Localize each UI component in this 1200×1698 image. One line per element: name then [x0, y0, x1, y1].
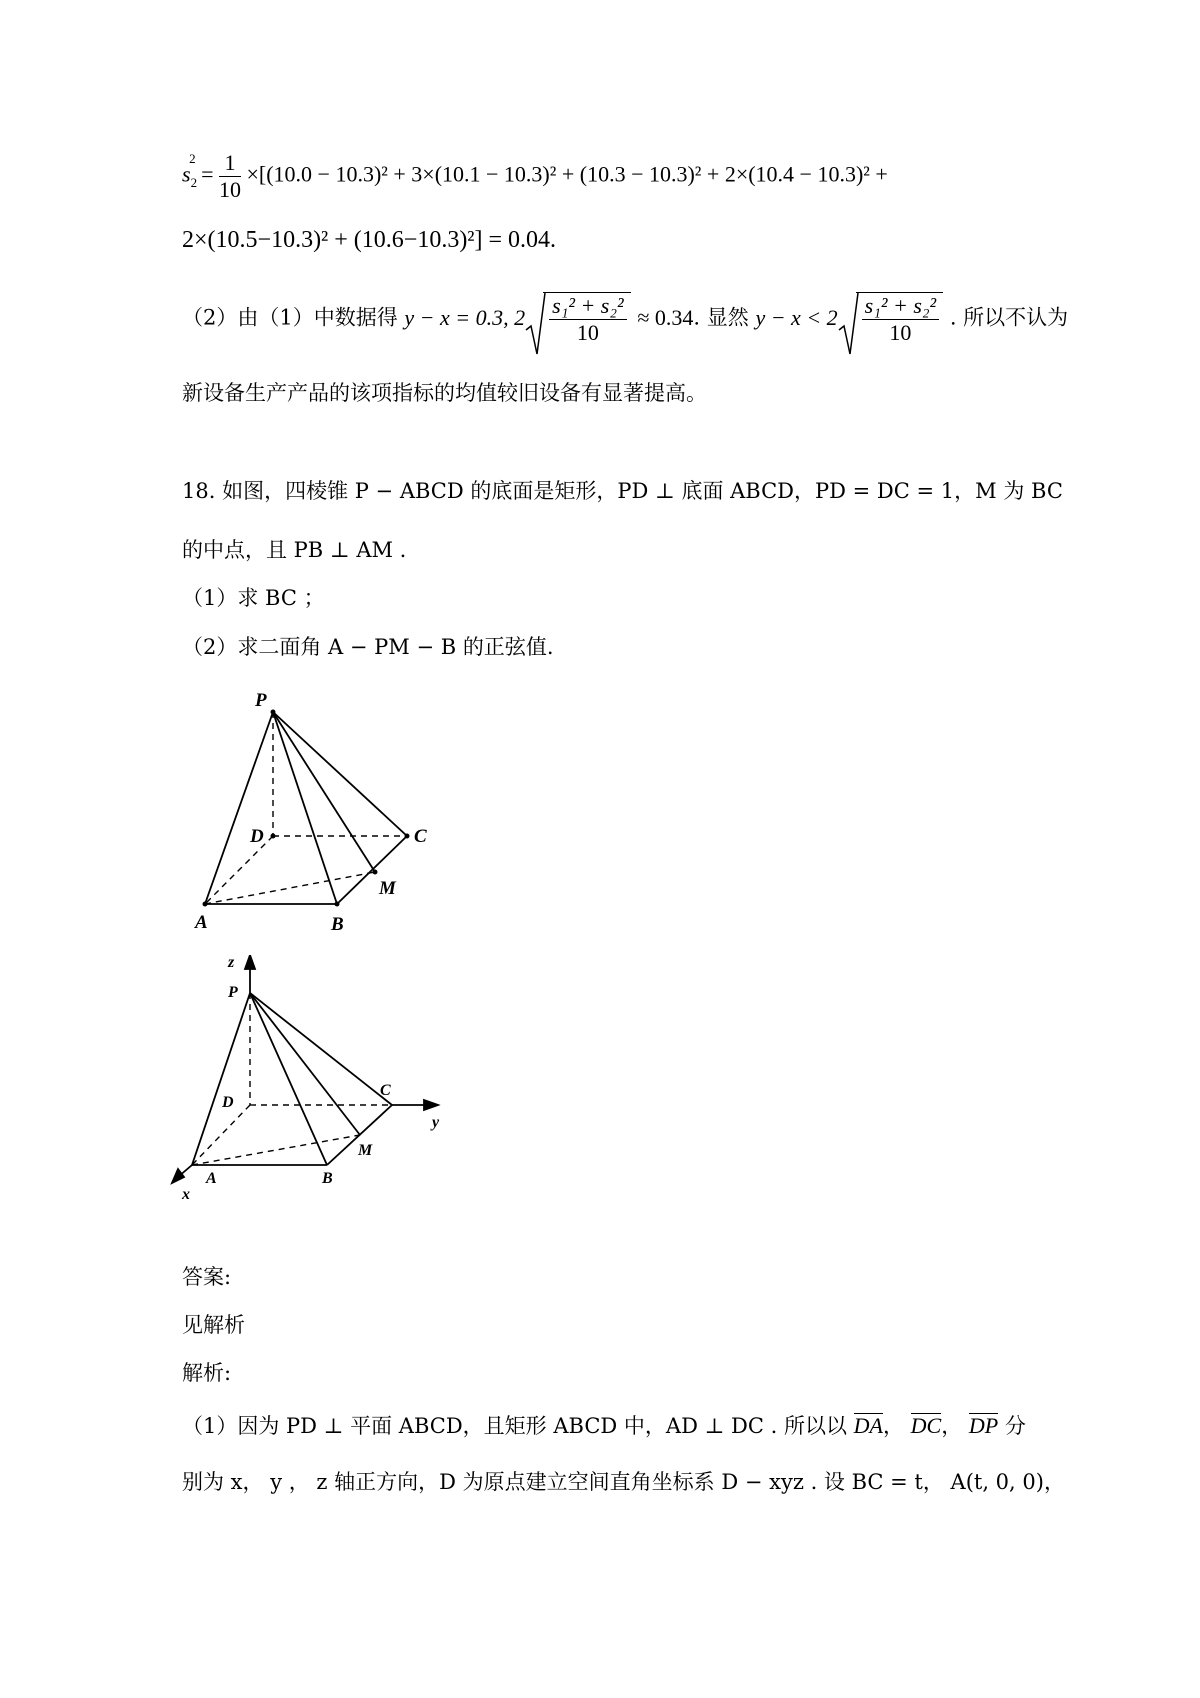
answer-text: 见解析 [182, 1313, 245, 1337]
variance-formula-line1: $s_2^2$ = $\frac{1}{10}$ ×[(10.0 − 10.3)² + 3×(10.1 − 10.3)² + (10.3 − 10.3)² + 2×(10.4 − 10.3)² + [182, 150, 888, 202]
fig1-label-B: B [331, 914, 344, 935]
analysis-line2: 别为 x， y ， z 轴正方向，D 为原点建立空间直角坐标系 D − xyz . 设 BC = t， A(t, 0, 0)， [182, 1470, 1065, 1494]
fig1-label-P: P [255, 690, 267, 711]
fig1-label-M: M [379, 878, 396, 899]
s2-symbol: s [182, 161, 191, 187]
q18-sub2: （2）求二面角 A − PM − B 的正弦值. [182, 635, 554, 659]
variance-terms: ×[(10.0 − 10.3)² + 3×(10.1 − 10.3)² + (10.3 − 10.3)² + 2×(10.4 − 10.3)² + [246, 161, 888, 187]
mean-difference-expr: y − x = 0.3, 2 [404, 305, 526, 330]
fig2-label-z: z [228, 955, 235, 971]
fig2-label-C: C [380, 1082, 391, 1099]
vector-DP: DP [968, 1413, 999, 1438]
q18-sub1: （1）求 BC ； [182, 586, 325, 610]
sqrt-expr-1 [525, 292, 630, 344]
fig2-label-B: B [322, 1170, 333, 1187]
analysis-label: 解析: [182, 1361, 232, 1385]
fig1-label-A: A [195, 912, 208, 933]
fig2-label-D: D [222, 1094, 234, 1111]
fig1-label-C: C [414, 826, 427, 847]
vector-DC: DC [910, 1413, 942, 1438]
pyramid-figure-1 [185, 690, 445, 940]
frac-denominator: 10 [218, 177, 241, 202]
equals-sign: = [201, 161, 219, 187]
fig2-label-M: M [358, 1142, 373, 1159]
sqrt-expr-2: $\frac{\text{s₁² + s₂²}}{10}$ [838, 292, 943, 344]
analysis-line1-end: 分 [1004, 1414, 1026, 1438]
sqrt-denominator: 10 [576, 320, 599, 345]
part2-mid: . 显然 [693, 305, 749, 330]
fig1-label-D: D [250, 826, 264, 847]
q18-line1: 18. 如图，四棱锥 P − ABCD 的底面是矩形，PD ⊥ 底面 ABCD，PD = DC = 1，M 为 BC [182, 479, 1063, 503]
approx-value: ≈ 0.34 [637, 305, 694, 330]
fig2-label-x: x [182, 1186, 190, 1203]
analysis-line1: （1）因为 PD ⊥ 平面 ABCD，且矩形 ABCD 中，AD ⊥ DC . 所以以 DA， DC， DP 分 [182, 1413, 1026, 1438]
analysis-line1-text: （1）因为 PD ⊥ 平面 ABCD，且矩形 ABCD 中，AD ⊥ DC . 所以以 [182, 1414, 847, 1438]
sqrt-numerator: s₁² + s₂² [549, 295, 626, 320]
fraction-one-tenth [219, 152, 241, 201]
part2-line1 [182, 292, 1068, 344]
vector-DA: DA [853, 1413, 883, 1438]
variance-formula-line2: 2×(10.5−10.3)² + (10.6−10.3)²] = 0.04. [182, 227, 557, 253]
q18-line2: 的中点，且 PB ⊥ AM . [182, 538, 407, 562]
fig2-label-P: P [228, 984, 238, 1001]
pyramid-figure-2 [170, 955, 450, 1205]
part2-line2: 新设备生产产品的该项指标的均值较旧设备有显著提高。 [182, 381, 707, 405]
fig2-label-y: y [432, 1114, 440, 1131]
part2-prefix: （2）由（1）中数据得 [182, 305, 398, 330]
answer-label: 答案: [182, 1265, 232, 1289]
part2-suffix: . 所以不认为 [949, 305, 1069, 330]
fig2-label-A: A [206, 1170, 217, 1187]
frac-numerator: 1 [219, 152, 241, 177]
mean-compare-expr: y − x < 2 [755, 305, 838, 330]
